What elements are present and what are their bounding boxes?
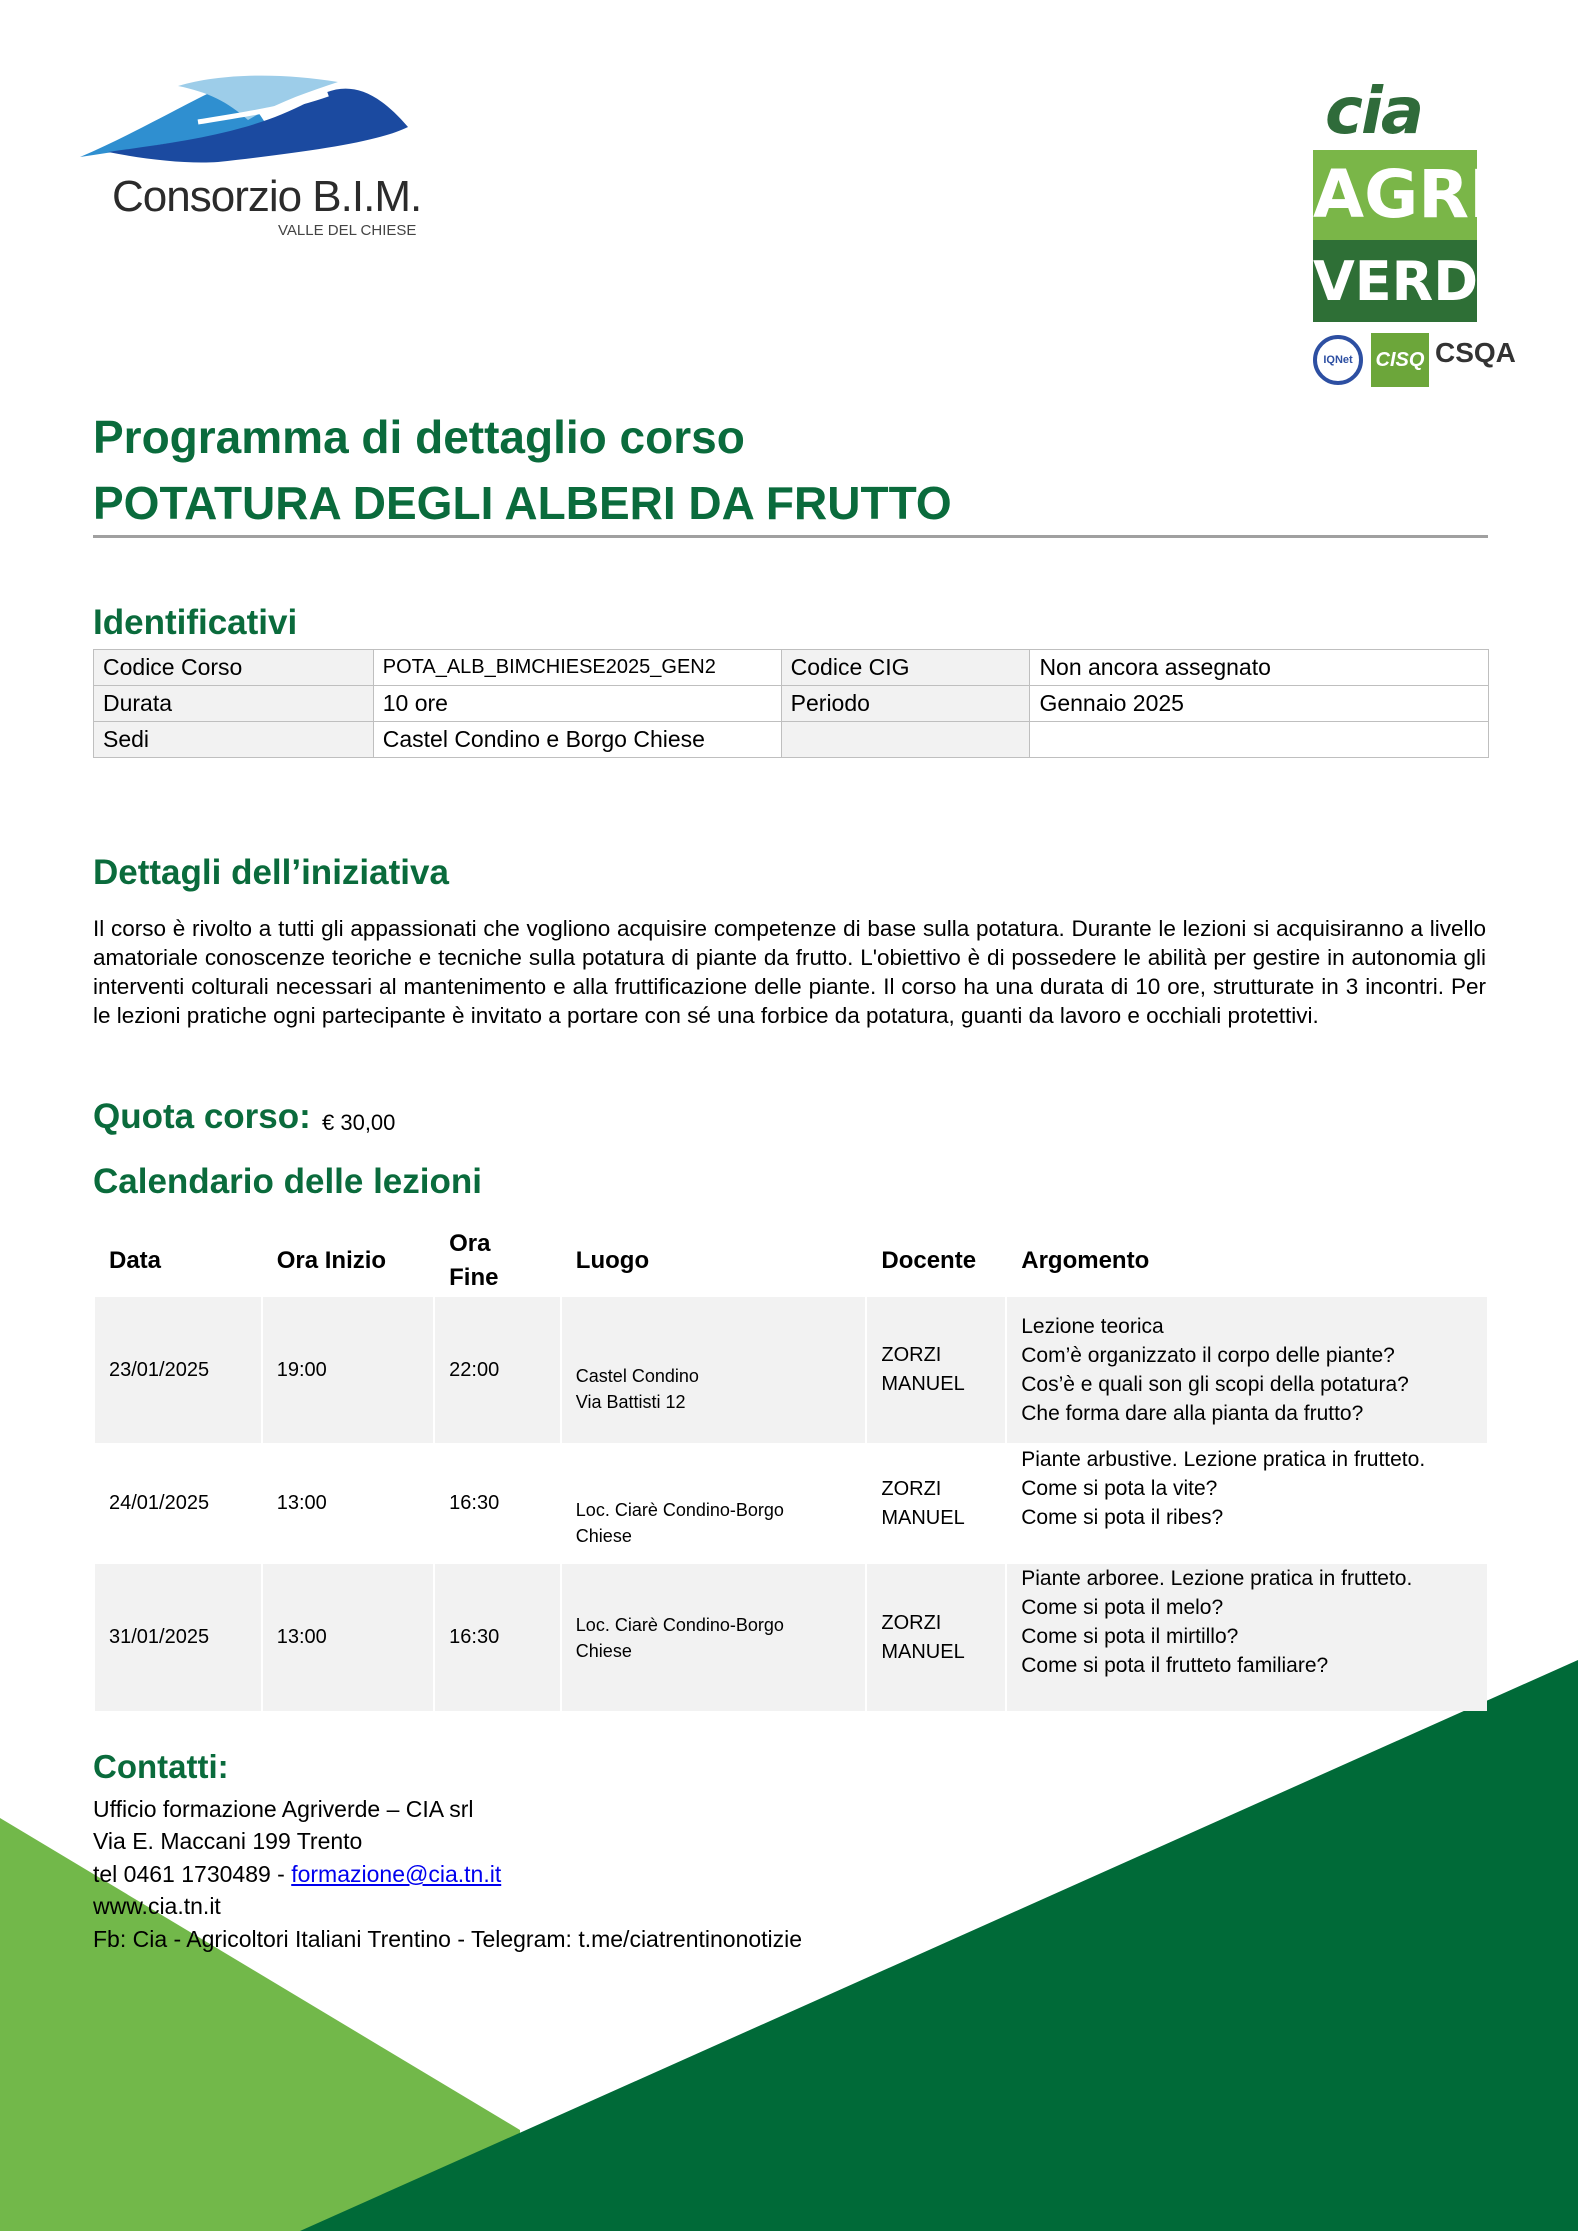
argomento-line: Come si pota il frutteto familiare? bbox=[1021, 1654, 1329, 1677]
col-header-docente: Docente bbox=[881, 1247, 977, 1274]
contatti-address: Via E. Maccani 199 Trento bbox=[93, 1828, 363, 1854]
luogo-line: Loc. Ciarè Condino-Borgo bbox=[575, 1499, 784, 1520]
argomento-line: Come si pota il melo? bbox=[1021, 1596, 1224, 1619]
ident-value: POTA_ALB_BIMCHIESE2025_GEN2 bbox=[373, 650, 781, 686]
docente-line: MANUEL bbox=[881, 1640, 965, 1663]
ident-label bbox=[781, 722, 1030, 758]
ident-value bbox=[1030, 722, 1489, 758]
cell-luogo bbox=[562, 1443, 866, 1564]
argomento-line: Che forma dare alla pianta da frutto? bbox=[1021, 1402, 1364, 1425]
ident-label: Codice Corso bbox=[94, 650, 374, 686]
cell-data: 23/01/2025 bbox=[95, 1297, 261, 1443]
calendario-table bbox=[93, 1225, 1489, 1711]
cell-argomento bbox=[1007, 1297, 1487, 1443]
argomento-line: Cos’è e quali son gli scopi della potatura? bbox=[1021, 1373, 1409, 1396]
luogo-line: Loc. Ciarè Condino-Borgo bbox=[575, 1614, 784, 1635]
cell-ora-inizio: 13:00 bbox=[263, 1564, 433, 1711]
argomento-line: Come si pota la vite? bbox=[1021, 1477, 1218, 1500]
luogo-line: Castel Condino bbox=[575, 1366, 699, 1386]
ident-label: Codice CIG bbox=[781, 650, 1030, 686]
ident-label: Durata bbox=[94, 686, 374, 722]
cia-wordmark: cia bbox=[1325, 75, 1423, 149]
iqnet-certification-icon: IQNet bbox=[1313, 335, 1363, 385]
verde-text: VERDE bbox=[1313, 250, 1515, 313]
cisq-certification-icon: CISQ bbox=[1371, 333, 1429, 387]
col-header-data: Data bbox=[109, 1247, 162, 1274]
argomento-line: Come si pota il ribes? bbox=[1021, 1506, 1224, 1529]
contatti-tel-line bbox=[93, 1861, 501, 1888]
docente-line: MANUEL bbox=[881, 1373, 965, 1395]
cell-docente bbox=[867, 1564, 1005, 1711]
cell-luogo bbox=[562, 1564, 866, 1711]
identificativi-table bbox=[93, 649, 1489, 758]
argomento-line: Lezione teorica bbox=[1021, 1315, 1164, 1338]
argomento-line: Piante arboree. Lezione pratica in frutteto. bbox=[1021, 1567, 1413, 1590]
ident-value: Gennaio 2025 bbox=[1030, 686, 1489, 722]
table-header-row bbox=[95, 1225, 1487, 1297]
title-divider bbox=[93, 535, 1488, 538]
argomento-line: Come si pota il mirtillo? bbox=[1021, 1625, 1239, 1648]
docente-line: ZORZI bbox=[881, 1611, 942, 1634]
col-header-ora-fine-line2: Fine bbox=[449, 1264, 499, 1291]
course-title: POTATURA DEGLI ALBERI DA FRUTTO bbox=[93, 477, 952, 529]
cell-ora-fine: 16:30 bbox=[435, 1564, 560, 1711]
docente-line: ZORZI bbox=[881, 1344, 942, 1366]
cell-ora-inizio: 19:00 bbox=[263, 1297, 433, 1443]
ident-label: Periodo bbox=[781, 686, 1030, 722]
contatti-tel: tel 0461 1730489 - bbox=[93, 1861, 292, 1887]
ident-value: 10 ore bbox=[373, 686, 781, 722]
mountains-icon bbox=[78, 72, 418, 172]
dettagli-paragraph: Il corso è rivolto a tutti gli appassionati che vogliono acquisire competenze di base sulla potatura. Durante le lezioni si acquisiranno a livello amatoriale conoscenze teoriche e tecniche sulla potatura di piante da frutto. L'obiettivo è di possedere le abilità per gestire in autonomia gli interventi colturali necessari al mantenimento e alla fruttificazione delle piante. Il corso ha una durata di 10 ore, strutturate in 3 incontri. Per le lezioni pratiche ogni partecipante è invitato a portare con sé una forbice da potatura, guanti da lavoro e occhiali protettivi. bbox=[93, 916, 1486, 1028]
col-header-luogo: Luogo bbox=[575, 1247, 650, 1274]
argomento-line: Piante arbustive. Lezione pratica in frutteto. bbox=[1021, 1448, 1426, 1471]
cell-luogo bbox=[562, 1297, 866, 1443]
cell-ora-fine: 22:00 bbox=[435, 1297, 560, 1443]
contatti-web: www.cia.tn.it bbox=[93, 1893, 221, 1919]
certification-logos bbox=[1313, 333, 1516, 388]
ident-value: Non ancora assegnato bbox=[1030, 650, 1489, 686]
table-row bbox=[94, 722, 1489, 758]
cell-docente bbox=[867, 1297, 1005, 1443]
email-link[interactable]: formazione@cia.tn.it bbox=[291, 1861, 502, 1887]
dettagli-heading: Dettagli dell’iniziativa bbox=[93, 853, 449, 892]
docente-line: ZORZI bbox=[881, 1477, 942, 1500]
cell-ora-fine: 16:30 bbox=[449, 1492, 500, 1514]
calendario-heading: Calendario delle lezioni bbox=[93, 1162, 482, 1201]
cell-data: 24/01/2025 bbox=[109, 1492, 210, 1514]
contatti-office: Ufficio formazione Agriverde – CIA srl bbox=[93, 1796, 474, 1822]
ident-value: Castel Condino e Borgo Chiese bbox=[373, 722, 781, 758]
cell-argomento bbox=[1007, 1564, 1487, 1711]
col-header-ora-inizio: Ora Inizio bbox=[276, 1247, 387, 1274]
bim-brand-subtitle: VALLE DEL CHIESE bbox=[278, 222, 417, 239]
ident-label: Sedi bbox=[94, 722, 374, 758]
docente-line: MANUEL bbox=[881, 1506, 965, 1529]
luogo-line: Chiese bbox=[575, 1525, 632, 1546]
luogo-line: Chiese bbox=[575, 1640, 632, 1661]
table-row bbox=[95, 1564, 1487, 1711]
cell-ora-inizio: 13:00 bbox=[276, 1492, 327, 1514]
csqa-certification-icon: CSQA bbox=[1435, 337, 1516, 368]
agri-text: AGRI bbox=[1313, 156, 1494, 233]
contatti-social: Fb: Cia - Agricoltori Italiani Trentino - Telegram: t.me/ciatrentinonotizie bbox=[93, 1926, 803, 1952]
agri-block bbox=[1313, 150, 1494, 240]
table-row bbox=[95, 1443, 1487, 1564]
cia-agriverde-logo bbox=[1305, 75, 1515, 390]
verde-block bbox=[1313, 240, 1515, 322]
cell-docente bbox=[867, 1443, 1005, 1564]
document-title: Programma di dettaglio corso bbox=[93, 411, 745, 463]
col-header-argomento: Argomento bbox=[1021, 1247, 1150, 1274]
bim-brand-name: Consorzio B.I.M. bbox=[112, 172, 422, 221]
table-row bbox=[94, 650, 1489, 686]
cell-argomento bbox=[1007, 1443, 1487, 1564]
luogo-line: Via Battisti 12 bbox=[575, 1392, 686, 1412]
identificativi-heading: Identificativi bbox=[93, 603, 298, 642]
quota-heading: Quota corso: bbox=[93, 1097, 311, 1136]
contatti-heading: Contatti: bbox=[93, 1748, 229, 1785]
argomento-line: Com’è organizzato il corpo delle piante? bbox=[1021, 1344, 1395, 1367]
quota-value: € 30,00 bbox=[322, 1110, 396, 1135]
cell-data: 31/01/2025 bbox=[95, 1564, 261, 1711]
consorzio-bim-logo bbox=[78, 72, 422, 247]
col-header-ora-fine bbox=[435, 1225, 560, 1297]
table-row bbox=[94, 686, 1489, 722]
col-header-ora-fine-line1: Ora bbox=[449, 1230, 491, 1257]
table-row bbox=[95, 1297, 1487, 1443]
